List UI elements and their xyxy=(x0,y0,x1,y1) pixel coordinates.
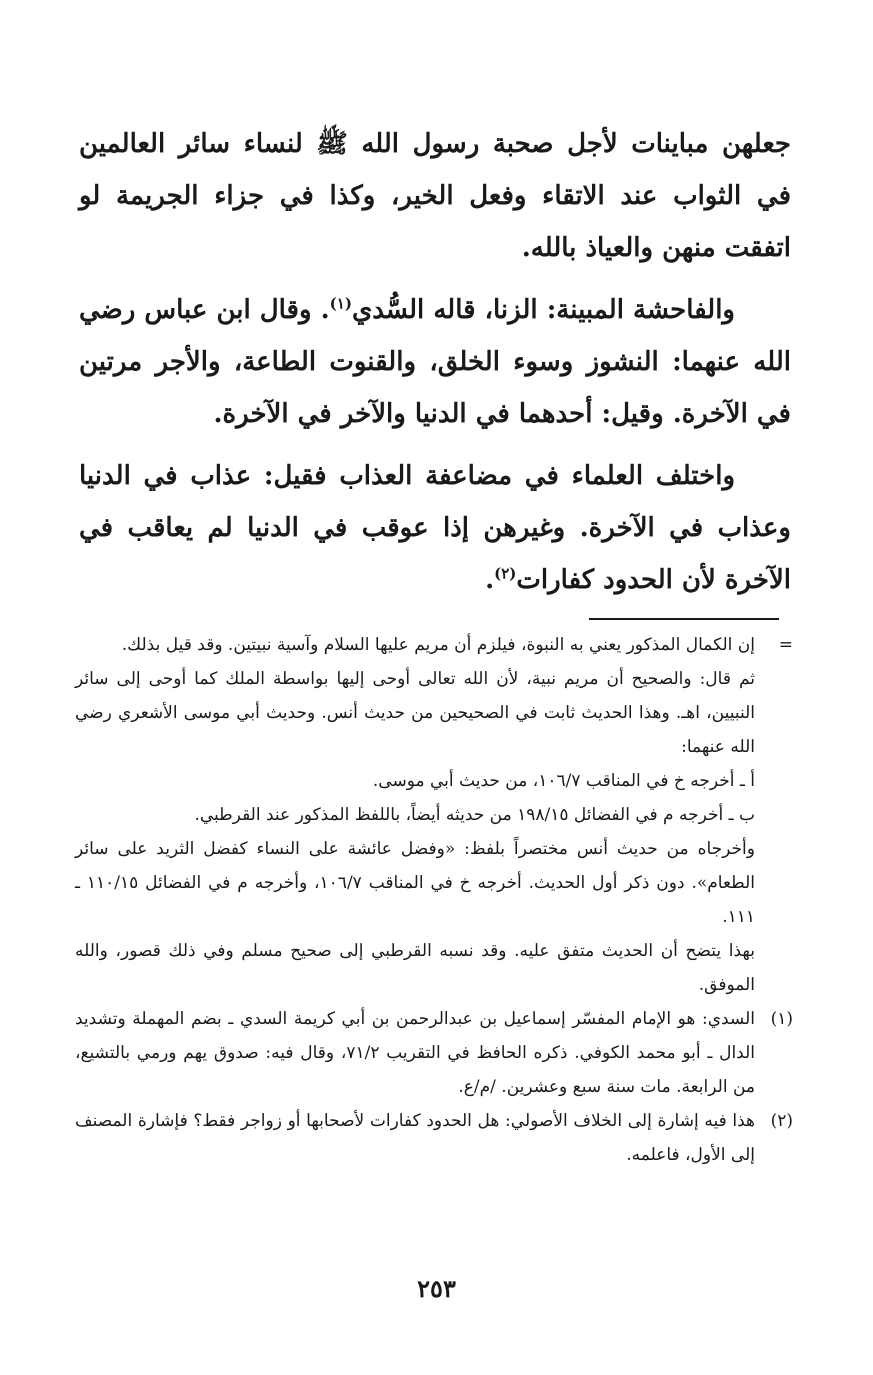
footnote-paragraph: أ ـ أخرجه خ في المناقب ١٠٦/٧، من حديث أبي موسى. xyxy=(372,771,755,791)
footnote-2 xyxy=(75,1104,793,1172)
paragraph-text: . وقال ابن عباس رضي الله عنهما: النشوز وسوء الخلق، والقنوت الطاعة، والأجر مرتين في الآخرة. وقيل: أحدهما في الدنيا والآخر في الآخرة. xyxy=(79,295,791,429)
footnote-paragraph: هذا فيه إشارة إلى الخلاف الأصولي: هل الحدود كفارات لأصحابها أو زواجر فقط؟ فإشارة المصنف إلى الأول، فاعلمه. xyxy=(75,1111,755,1165)
page-number: ٢٥٣ xyxy=(417,1274,456,1303)
footnote-body xyxy=(75,1002,755,1104)
footnote-body xyxy=(75,1104,755,1172)
footnote-separator xyxy=(589,618,779,620)
paragraph-text: واختلف العلماء في مضاعفة العذاب فقيل: عذاب في الدنيا وعذاب في الآخرة. وغيرهن إذا عوقب في الدنيا لم يعاقب في الآخرة لأن الحدود كفارات xyxy=(79,461,791,595)
footnote-paragraph: بهذا يتضح أن الحديث متفق عليه. وقد نسبه القرطبي إلى صحيح مسلم وفي ذلك قصور، والله الموفق. xyxy=(75,941,755,995)
main-paragraph: جعلهن مباينات لأجل صحبة رسول الله ﷺ لنساء سائر العالمين في الثواب عند الاتقاء وفعل الخير، وكذا في جزاء الجريمة لو اتفقت منهن والعياذ بالله. xyxy=(79,129,791,263)
main-paragraph xyxy=(79,284,791,440)
main-paragraph xyxy=(79,450,791,606)
paragraph-text: والفاحشة المبينة: الزنا، قاله السُّدي xyxy=(351,295,735,325)
footnote-number: (١) xyxy=(770,1009,793,1029)
footnote-body xyxy=(75,628,755,1002)
continuation-marker: = xyxy=(778,635,793,655)
main-text xyxy=(79,118,791,616)
footnote-continued xyxy=(75,628,793,1002)
footnote-number: (٢) xyxy=(770,1111,793,1131)
footnote-paragraph: السدي: هو الإمام المفسّر إسماعيل بن عبدالرحمن بن أبي كريمة السدي ـ بضم المهملة وتشديد الدال ـ أبو محمد الكوفي. ذكره الحافظ في التقريب ٧١/٢، وقال فيه: صدوق يهم ورمي بالتشيع، من الرابعة. مات سنة سبع وعشرين. /م/ع. xyxy=(75,1009,755,1097)
footnote-1 xyxy=(75,1002,793,1104)
footnote-paragraph: إن الكمال المذكور يعني به النبوة، فيلزم أن مريم عليها السلام وآسية نبيتين. وقد قيل بذلك. xyxy=(121,635,755,655)
footnotes xyxy=(75,628,793,1172)
paragraph-text: . xyxy=(485,565,495,595)
footnote-reference[interactable]: (٢) xyxy=(494,564,517,583)
footnote-reference[interactable]: (١) xyxy=(329,294,352,313)
footnote-paragraph: ثم قال: والصحيح أن مريم نبية، لأن الله تعالى أوحى إليها بواسطة الملك كما أوحى إلى سائر النبيين، اهـ. وهذا الحديث ثابت في الصحيحين من حديث أنس. وحديث أبي موسى الأشعري رضي الله عنهما: xyxy=(75,669,755,757)
footnote-paragraph: ب ـ أخرجه م في الفضائل ١٩٨/١٥ من حديثه أيضاً، باللفظ المذكور عند القرطبي. xyxy=(194,805,755,825)
footnote-paragraph: وأخرجاه من حديث أنس مختصراً بلفظ: «وفضل عائشة على النساء كفضل الثريد على سائر الطعام». دون ذكر أول الحديث. أخرجه خ في المناقب ١٠٦/٧، وأخرجه م في الفضائل ١١٠/١٥ ـ ١١١. xyxy=(75,839,756,927)
